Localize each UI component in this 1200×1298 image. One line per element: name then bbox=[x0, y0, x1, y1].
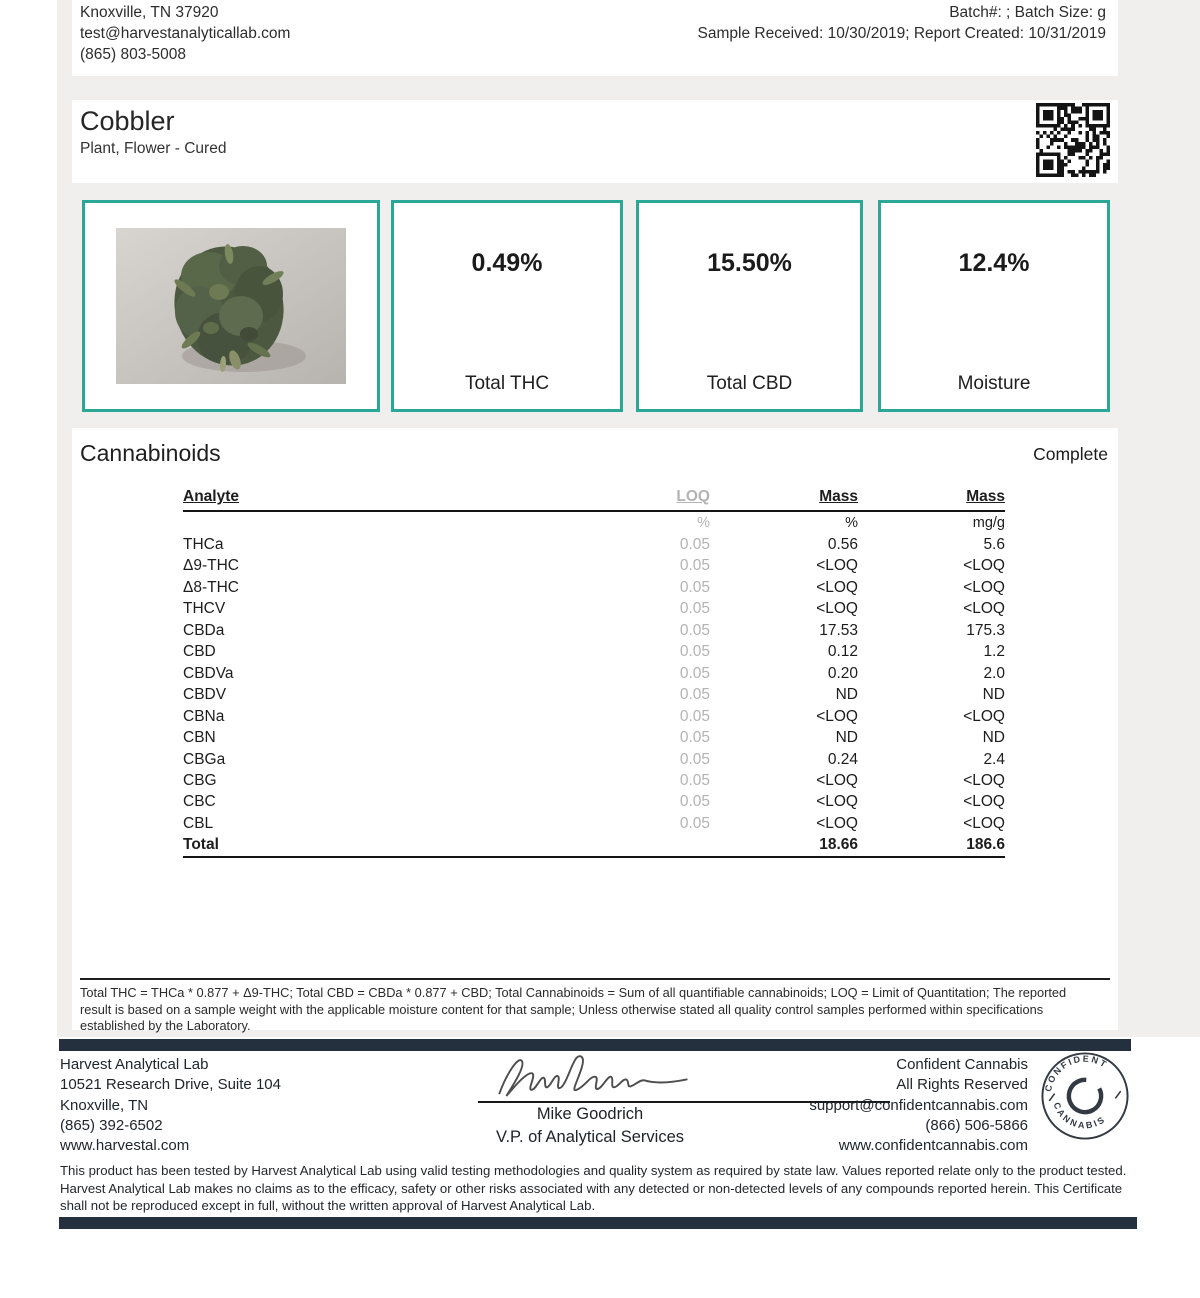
cell-mass-mgg: 5.6 bbox=[983, 536, 1005, 553]
cell-mass-pct: 0.12 bbox=[827, 643, 858, 661]
table-row bbox=[183, 749, 1005, 770]
footer-bottom-divider bbox=[59, 1217, 1137, 1229]
summary-box-total-thc bbox=[391, 200, 623, 412]
cell-mass-pct: <LOQ bbox=[816, 557, 858, 575]
cell-mass-pct: 0.56 bbox=[827, 536, 858, 553]
header-card bbox=[72, 0, 1118, 76]
col-header-loq: LOQ bbox=[573, 488, 710, 511]
cell-mass-pct: 0.24 bbox=[827, 750, 858, 768]
cell-loq: 0.05 bbox=[679, 578, 710, 596]
logo-text-top: CONFIDENT bbox=[1042, 1053, 1110, 1093]
total-row bbox=[183, 834, 1005, 857]
cell-mass-pct: 17.53 bbox=[819, 621, 858, 639]
summary-box-moisture bbox=[878, 200, 1110, 412]
total-cbd-value: 15.50% bbox=[707, 249, 792, 277]
cannabinoid-rows bbox=[183, 534, 1005, 834]
cell-mass-pct: <LOQ bbox=[816, 793, 858, 811]
total-thc-label: Total THC bbox=[464, 373, 550, 394]
cell-loq: 0.05 bbox=[679, 557, 710, 575]
table-row bbox=[183, 791, 1005, 812]
batch-line: Batch#: ; Batch Size: g bbox=[949, 4, 1106, 21]
footer-lab-city: Knoxville, TN bbox=[60, 1096, 149, 1114]
cell-analyte: CBL bbox=[183, 814, 214, 832]
sample-dates-line: Sample Received: 10/30/2019; Report Created: 10/31/2019 bbox=[697, 25, 1106, 42]
product-type: Plant, Flower - Cured bbox=[80, 140, 227, 157]
cell-loq: 0.05 bbox=[679, 793, 710, 811]
units-analyte bbox=[183, 511, 573, 534]
cell-total-loq bbox=[573, 834, 710, 857]
cell-mass-mgg: ND bbox=[982, 686, 1005, 704]
cell-analyte: Δ9-THC bbox=[183, 557, 239, 575]
footer-lab-name: Harvest Analytical Lab bbox=[60, 1056, 209, 1073]
cell-loq: 0.05 bbox=[679, 536, 710, 553]
lab-contact-block bbox=[80, 2, 290, 65]
units-row bbox=[183, 511, 1005, 534]
cannabinoids-card bbox=[72, 428, 1118, 1033]
cell-analyte: Δ8-THC bbox=[183, 578, 239, 596]
table-row bbox=[183, 684, 1005, 705]
footer-lab-block bbox=[60, 1055, 281, 1156]
moisture-value: 12.4% bbox=[958, 249, 1030, 277]
units-mass-mgg: mg/g bbox=[972, 515, 1005, 531]
cell-total-label: Total bbox=[183, 834, 573, 857]
cell-loq: 0.05 bbox=[679, 621, 710, 639]
confident-phone: (866) 506-5866 bbox=[925, 1116, 1028, 1134]
lab-city-line: Knoxville, TN 37920 bbox=[80, 4, 219, 21]
qr-code-icon bbox=[1036, 103, 1110, 177]
table-row bbox=[183, 706, 1005, 727]
cell-loq: 0.05 bbox=[679, 729, 710, 747]
cell-analyte: CBDV bbox=[183, 686, 227, 704]
cell-mass-mgg: 175.3 bbox=[966, 621, 1005, 639]
cell-loq: 0.05 bbox=[679, 707, 710, 725]
col-header-mass-mgg: Mass bbox=[858, 488, 1005, 511]
table-row bbox=[183, 534, 1005, 555]
cell-mass-pct: <LOQ bbox=[816, 600, 858, 618]
units-loq: % bbox=[697, 515, 710, 531]
cell-loq: 0.05 bbox=[679, 664, 710, 682]
product-photo bbox=[116, 228, 346, 384]
table-row bbox=[183, 813, 1005, 834]
footer-lab-address: 10521 Research Drive, Suite 104 bbox=[60, 1076, 281, 1094]
cell-analyte: THCV bbox=[183, 600, 226, 618]
footnote-divider bbox=[80, 978, 1110, 980]
cell-analyte: CBNa bbox=[183, 707, 225, 725]
table-row bbox=[183, 663, 1005, 684]
cell-analyte: CBG bbox=[183, 771, 217, 789]
signer-title: V.P. of Analytical Services bbox=[495, 1128, 685, 1146]
product-card bbox=[72, 100, 1118, 183]
product-photo-box bbox=[82, 200, 380, 412]
units-mass-pct: % bbox=[845, 515, 858, 531]
cell-analyte: CBD bbox=[183, 643, 216, 661]
cell-mass-pct: <LOQ bbox=[816, 707, 858, 725]
cell-loq: 0.05 bbox=[679, 814, 710, 832]
table-row bbox=[183, 555, 1005, 576]
table-row bbox=[183, 727, 1005, 748]
lab-phone: (865) 803-5008 bbox=[80, 46, 186, 63]
svg-text:CONFIDENT bbox=[1043, 1054, 1110, 1093]
confident-rights: All Rights Reserved bbox=[896, 1076, 1028, 1094]
cell-loq: 0.05 bbox=[679, 600, 710, 618]
lab-email: test@harvestanalyticallab.com bbox=[80, 25, 291, 42]
footer-lab-phone: (865) 392-6502 bbox=[60, 1116, 163, 1134]
table-row bbox=[183, 770, 1005, 791]
confident-cannabis-logo-icon bbox=[1040, 1051, 1130, 1141]
total-cbd-label: Total CBD bbox=[706, 373, 793, 394]
col-header-analyte: Analyte bbox=[183, 488, 573, 511]
footnote: Total THC = THCa * 0.877 + Δ9-THC; Total CBD = CBDa * 0.877 + CBD; Total Cannabinoids = Sum of all quantifiable cannabinoids; LOQ = Limit of Quantitation; The reported result is based on a sample weight with the applicable moisture content for that sample; Unless otherwise stated all quality control samples performed within specifications established by the Laboratory. bbox=[80, 985, 1067, 1033]
cell-total-mass-mgg: 186.6 bbox=[858, 834, 1005, 857]
cell-mass-pct: ND bbox=[835, 729, 858, 747]
logo-text-bottom: CANNABIS bbox=[1051, 1100, 1108, 1131]
cell-mass-mgg: 1.2 bbox=[983, 643, 1005, 661]
signature-icon bbox=[470, 1050, 730, 1102]
cell-loq: 0.05 bbox=[679, 771, 710, 789]
cell-mass-mgg: 2.0 bbox=[983, 664, 1005, 682]
cell-mass-pct: ND bbox=[835, 686, 858, 704]
cell-analyte: CBGa bbox=[183, 750, 226, 768]
cell-loq: 0.05 bbox=[679, 750, 710, 768]
cell-mass-pct: <LOQ bbox=[816, 814, 858, 832]
table-header-row bbox=[183, 488, 1005, 511]
cell-mass-pct: <LOQ bbox=[816, 578, 858, 596]
total-thc-value: 0.49% bbox=[471, 249, 543, 277]
cell-analyte: CBC bbox=[183, 793, 216, 811]
cell-mass-mgg: ND bbox=[982, 729, 1005, 747]
moisture-label: Moisture bbox=[957, 373, 1031, 394]
col-header-mass-pct: Mass bbox=[710, 488, 858, 511]
table-row bbox=[183, 620, 1005, 641]
footer-lab-website: www.harvestal.com bbox=[60, 1137, 190, 1155]
table-row bbox=[183, 577, 1005, 598]
cannabinoids-table bbox=[183, 488, 1005, 858]
cell-total-mass-pct: 18.66 bbox=[710, 834, 858, 857]
cell-analyte: CBN bbox=[183, 729, 216, 747]
confident-email: support@confidentcannabis.com bbox=[809, 1096, 1028, 1114]
cell-mass-mgg: 2.4 bbox=[983, 750, 1005, 768]
confident-website: www.confidentcannabis.com bbox=[838, 1137, 1028, 1155]
cell-loq: 0.05 bbox=[679, 686, 710, 704]
cell-mass-mgg: <LOQ bbox=[963, 793, 1005, 811]
signer-name: Mike Goodrich bbox=[536, 1105, 644, 1123]
cell-mass-pct: <LOQ bbox=[816, 771, 858, 789]
cell-mass-mgg: <LOQ bbox=[963, 707, 1005, 725]
confident-name: Confident Cannabis bbox=[896, 1056, 1028, 1073]
cell-mass-pct: 0.20 bbox=[827, 664, 858, 682]
cell-mass-mgg: <LOQ bbox=[963, 578, 1005, 596]
cell-mass-mgg: <LOQ bbox=[963, 814, 1005, 832]
table-row bbox=[183, 641, 1005, 662]
product-name: Cobbler bbox=[80, 106, 175, 136]
cannabinoids-title: Cannabinoids bbox=[80, 440, 221, 466]
cell-analyte: THCa bbox=[183, 536, 224, 553]
disclaimer: This product has been tested by Harvest Analytical Lab using valid testing methodologies and quality system as required by state law. Values reported relate only to the product tested. Harvest Analytical Lab makes no claims as to the efficacy, safety or other risks associated with any detected or non-detected levels of any compounds reported herein. This Certificate shall not be reproduced except in full, without the written approval of Harvest Analytical Lab. bbox=[60, 1163, 1127, 1214]
cell-mass-mgg: <LOQ bbox=[963, 557, 1005, 575]
cell-mass-mgg: <LOQ bbox=[963, 600, 1005, 618]
batch-info-block bbox=[698, 2, 1106, 44]
cell-analyte: CBDa bbox=[183, 621, 225, 639]
cell-loq: 0.05 bbox=[679, 643, 710, 661]
footer-confident-block bbox=[700, 1055, 1028, 1156]
cell-mass-mgg: <LOQ bbox=[963, 771, 1005, 789]
table-row bbox=[183, 598, 1005, 619]
cell-analyte: CBDVa bbox=[183, 664, 234, 682]
summary-box-total-cbd bbox=[636, 200, 863, 412]
status-complete: Complete bbox=[1033, 444, 1108, 464]
